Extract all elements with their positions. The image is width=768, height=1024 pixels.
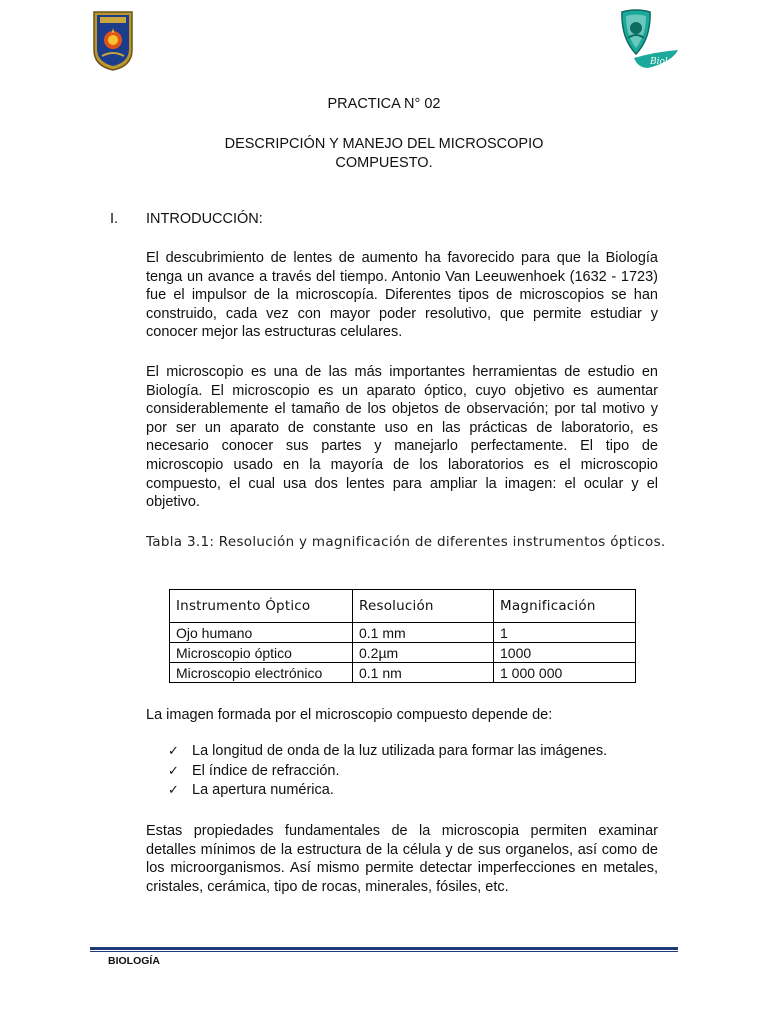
table-cell: 1: [494, 623, 636, 643]
table-row: [170, 623, 636, 643]
checklist: [168, 742, 607, 801]
list-item: [168, 781, 607, 801]
table-header: Magnificación: [494, 590, 636, 623]
check-icon: ✓: [168, 744, 179, 759]
table-cell: 0.1 nm: [353, 663, 494, 683]
table-header-row: [170, 590, 636, 623]
subtitle-line-1: DESCRIPCIÓN Y MANEJO DEL MICROSCOPIO: [224, 136, 544, 152]
table-cell: Microscopio electrónico: [170, 663, 353, 683]
intro-paragraph-4: Estas propiedades fundamentales de la microscopia permiten examinar detalles mínimos de la estructura de la célula y de sus organelos, así como de los microorganismos. Así mismo permite detectar imperfecciones en metales, cristales, cerámica, tipo de rocas, minerales, fósiles, etc.: [146, 823, 658, 895]
footer-label: BIOLOGÍA: [108, 955, 160, 967]
section-number: I.: [110, 211, 119, 227]
biology-script-label: Biología: [650, 57, 688, 67]
intro-paragraph-2: El microscopio es una de las más importantes herramientas de estudio en Biología. El microscopio es un aparato óptico, cuyo objetivo es aumentar considerablemente el tamaño de los objetos de observación; por tal motivo y por ser un aparato de constante uso en las prácticas de laboratorio, es necesario conocer sus partes y manejarlo perfectamente. El tipo de microscopio usado en la mayoría de los laboratorios es el microscopio compuesto, el cual usa dos lentes para ampliar la imagen: el ocular y el objetivo.: [146, 364, 658, 511]
table-caption: Tabla 3.1: Resolución y magnificación de diferentes instrumentos ópticos.: [146, 534, 666, 550]
subtitle-line-2: COMPUESTO.: [335, 155, 433, 171]
table-cell: 1000: [494, 643, 636, 663]
table-cell: 0.2µm: [353, 643, 494, 663]
footer-divider-thin: [90, 951, 678, 952]
practice-title: PRACTICA N° 02: [327, 96, 441, 112]
biology-emblem-logo: [614, 8, 688, 74]
footer-divider: [90, 947, 678, 950]
university-shield-logo: [92, 10, 134, 72]
intro-paragraph-3: La imagen formada por el microscopio compuesto depende de:: [146, 707, 553, 723]
table-cell: Microscopio óptico: [170, 643, 353, 663]
list-item: [168, 742, 607, 762]
section-title: INTRODUCCIÓN:: [146, 211, 263, 227]
table-cell: Ojo humano: [170, 623, 353, 643]
section-heading: [110, 211, 263, 227]
list-item-text: La apertura numérica.: [192, 782, 334, 798]
table-cell: 1 000 000: [494, 663, 636, 683]
list-item-text: La longitud de onda de la luz utilizada para formar las imágenes.: [192, 743, 608, 759]
table-row: [170, 663, 636, 683]
table-row: [170, 643, 636, 663]
list-item-text: El índice de refracción.: [192, 762, 340, 779]
table-cell: 0.1 mm: [353, 623, 494, 643]
intro-paragraph-1: El descubrimiento de lentes de aumento ha favorecido para que la Biología tenga un avance a través del tiempo. Antonio Van Leeuwenhoek (1632 - 1723) fue el impulsor de la microscopía. Diferentes tipos de microscopios se han construido, cada vez con mayor poder resolutivo, que permite estudiar y conocer mejor las estructuras celulares.: [146, 250, 658, 341]
table-header: Instrumento Óptico: [170, 590, 353, 623]
check-icon: ✓: [168, 783, 179, 798]
check-icon: ✓: [168, 763, 179, 779]
table-header: Resolución: [353, 590, 494, 623]
list-item: [168, 762, 607, 782]
optics-table: [169, 589, 636, 683]
